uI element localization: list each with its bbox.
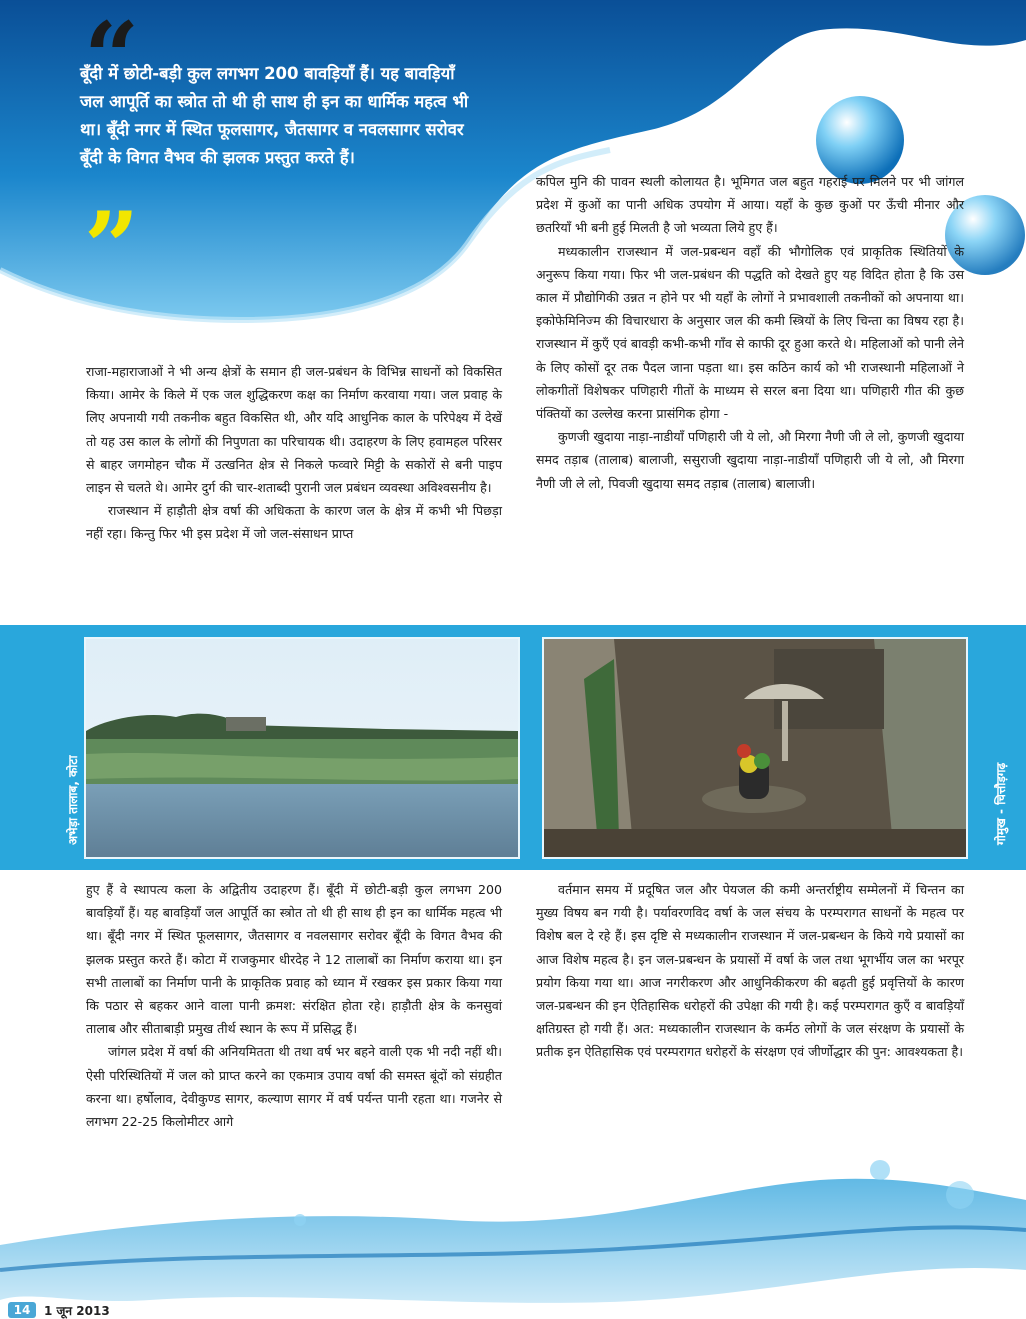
footer-water-splash [0,1150,1026,1319]
top-right-column [536,170,964,495]
bottom-right-column [536,878,964,1064]
paragraph: वर्तमान समय में प्रदूषित जल और पेयजल की कमी अन्तर्राष्ट्रीय सम्मेलनों में चिन्तन का मुख्य विषय बन गयी है। पर्यावरणविद वर्षा के जल संचय के परम्परागत साधनों के महत्व पर विशेष बल दे रहे हैं। इस दृष्टि से मध्यकालीन राजस्थान में जल-प्रबन्धन के किये गये प्रयासों का आज विशेष महत्व है। इन जल-प्रबन्धन के प्रयासों में वर्षा के जल तथा भूगर्भीय जल का भरपूर प्रयोग किया गया था। आज नगरीकरण और आधुनिकीकरण की बढ़ती हुई प्रवृत्तियों के कारण जल-प्रबन्धन की इन ऐतिहासिक धरोहरों की उपेक्षा की गयी है। कई परम्परागत कुएँ व बावड़ियाँ क्षतिग्रस्त हो गयी हैं। अत: मध्यकालीन राजस्थान के कर्मठ लोगों के जल संरक्षण के प्रयासों के प्रतीक इन ऐतिहासिक एवं परम्परागत धरोहरों के संरक्षण एवं जीर्णोद्धार की पुन: आवश्यकता है। [536,882,964,1060]
open-quote-icon: “ [84,1,140,114]
top-left-column [86,360,502,546]
paragraph: राजस्थान में हाड़ौती क्षेत्र वर्षा की अधिकता के कारण जल के क्षेत्र में कभी भी पिछड़ा नहीं रहा। किन्तु फिर भी इस प्रदेश में जो जल-संसाधन प्राप्त [86,503,502,542]
close-quote-icon: ” [84,191,140,304]
paragraph: राजा-महाराजाओं ने भी अन्य क्षेत्रों के समान ही जल-प्रबंधन के विभिन्न साधनों को विकसित किया। आमेर के किले में एक जल शुद्धिकरण कक्ष का निर्माण करवाया गया। जल प्रवाह के लिए अपनायी गयी तकनीक बहुत विकसित थी, और यदि आधुनिक काल के परिपेक्ष्य में देखें तो यह उस काल के लोगों की निपुणता का परिचायक थी। उदाहरण के लिए हवामहल परिसर से बाहर जगमोहन चौक में उत्खनित क्षेत्र से निकले फव्वारे मिट्टी के सकोरों से बनी पाइप लाइन से चलते थे। आमेर दुर्ग की चार-शताब्दी पुरानी जल प्रबंधन व्यवस्था अविश्वसनीय है। [86,364,502,496]
pull-quote [80,60,470,172]
lake-photo [84,637,520,859]
paragraph: जांगल प्रदेश में वर्षा की अनियमितता थी तथा वर्ष भर बहने वाली एक भी नदी नहीं थी। ऐसी परिस्थितियों में जल को प्राप्त करने का एकमात्र उपाय वर्षा की समस्त बूंदों को संग्रहीत करना था। हर्षोलाव, देवीकुण्ड सागर, कल्याण सागर में वर्ष पर्यन्त पानी रहता था। गजनेर से लगभग 22-25 किलोमीटर आगे [86,1044,502,1130]
paragraph: कपिल मुनि की पावन स्थली कोलायत है। भूमिगत जल बहुत गहराई पर मिलने पर भी जांगल प्रदेश में कुओं का पानी अधिक उपयोग में आया। यहाँ के कुछ कुओं पर ऊँची मीनार और छतरियाँ भी बनी हुई मिलती है जो भव्यता लिये हुए हैं। [536,174,964,236]
bottom-left-column [86,878,502,1133]
pull-quote-text: बूँदी में छोटी-बड़ी कुल लगभग 200 बावड़ियाँ हैं। यह बावड़ियाँ जल आपूर्ति का स्त्रोत तो थी ही साथ ही इन का धार्मिक महत्व भी था। बूँदी नगर में स्थित फूलसागर, जैतसागर व नवलसागर सरोवर बूँदी के विगत वैभव की झलक प्रस्तुत करते हैं। [80,64,469,167]
paragraph: कुणजी खुदाया नाड़ा-नाडीयाँ पणिहारी जी ये लो, औ मिरगा नैणी जी ले लो, कुणजी खुदाया समद तड़ाब (तालाब) बालाजी, ससुराजी खुदाया नाड़ा-नाडीयाँ पणिहारी जी ये लो, औ मिरगा नैणी जी ले लो, पिवजी खुदाया समद तड़ाब (तालाब) बालाजी। [536,429,964,491]
paragraph: हुए हैं वे स्थापत्य कला के अद्वितीय उदाहरण हैं। बूँदी में छोटी-बड़ी कुल लगभग 200 बावड़ियाँ हैं। यह बावड़ियाँ जल आपूर्ति का स्त्रोत तो थी ही साथ ही इन का धार्मिक महत्व भी था। बूँदी नगर में स्थित फूलसागर, जैतसागर व नवलसागर सरोवर बूँदी के विगत वैभव की झलक प्रस्तुत करते हैं। कोटा में राजकुमार धीरदेह ने 12 तालाबों का निर्माण कराया था। इन सभी तालाबों का निर्माण पानी के प्राकृतिक प्रवाह को ध्यान में रखकर इस प्रकार किया गया कि पठार से बहकर आने वाला पानी क्रमश: संरक्षित होता रहे। हाड़ौती क्षेत्र के कनसुवां तालाब और सीताबाड़ी प्रमुख तीर्थ स्थान के रूप में प्रसिद्ध हैं। [86,882,502,1037]
page-number: 14 [8,1302,36,1318]
photo-band [0,625,1026,870]
lake-photo-caption: अभेड़ा तालाब, कोटा [66,755,80,845]
paragraph: मध्यकालीन राजस्थान में जल-प्रबन्धन वहाँ की भौगोलिक एवं प्राकृतिक स्थितियों के अनुरूप किया गया। फिर भी जल-प्रबंधन की पद्धति को देखते हुए यह विदित होता है कि उस काल में प्रौद्योगिकी उन्नत न होने पर भी यहाँ के लोगों ने प्रभावशाली तकनीकों को अपनाया था। इकोफेमिनिज्म की विचारधारा के अनुसार जल की कमी स्त्रियों के लिए चिन्ता का विषय रहा है। राजस्थान में कुएँ एवं बावड़ी कभी-कभी गाँव से काफी दूर हुआ करते थे। महिलाओं को पानी लेने के लिए कोसों दूर तक पैदल जाना पड़ता था। इस कठिन कार्य को भी राजस्थानी महिलाओं ने लोकगीतों विशेषकर पणिहारी गीतों के माध्यम से सरल बना दिया था। पणिहारी गीत की कुछ पंक्तियों का उल्लेख करना प्रासंगिक होगा - [536,243,964,422]
gomukh-photo [542,637,968,859]
issue-date: 1 जून 2013 [44,1304,110,1318]
gomukh-photo-caption: गोमुख - चित्तौड़गढ़ [994,762,1008,845]
